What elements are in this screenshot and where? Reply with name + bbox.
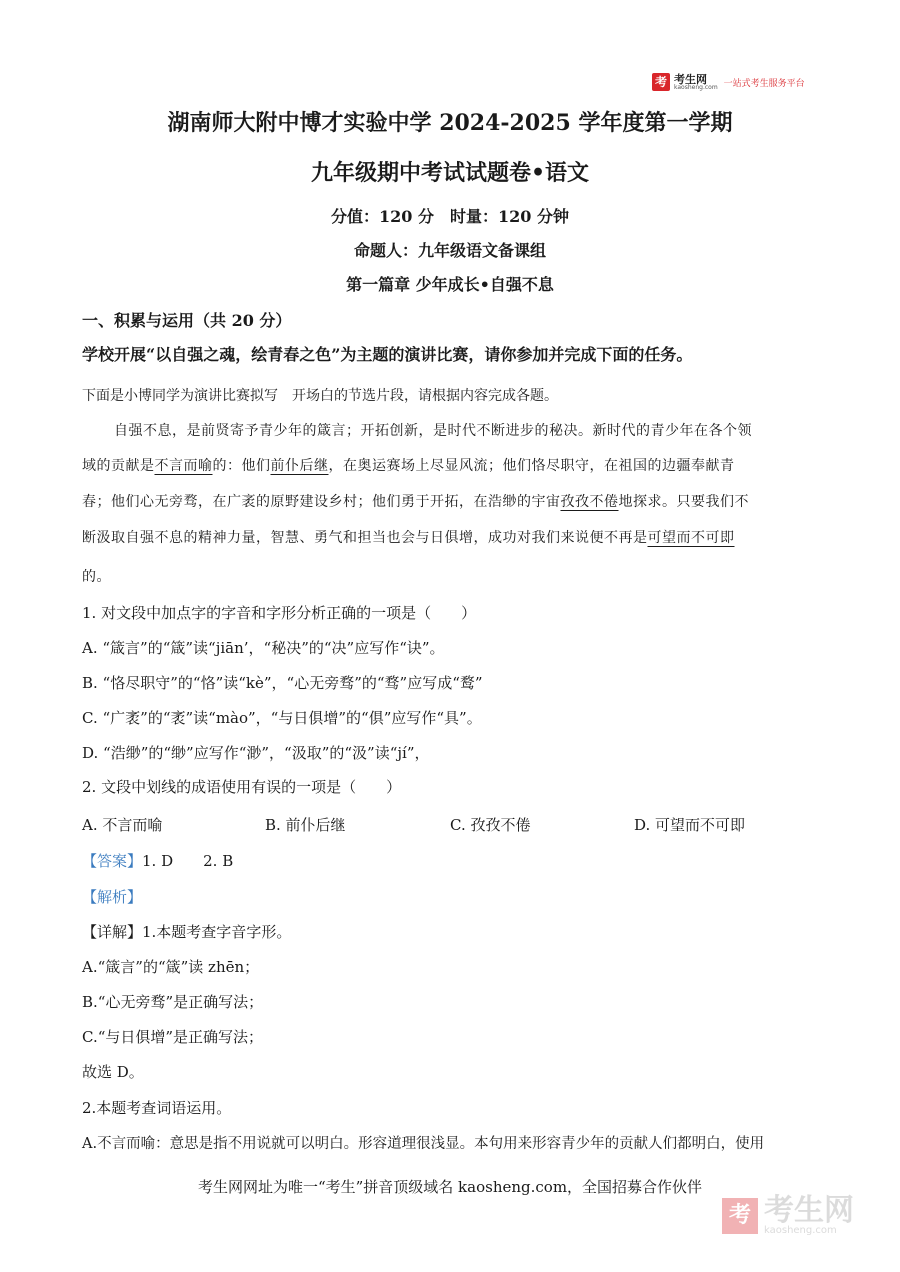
logo-domain: kaosheng.com (674, 83, 718, 91)
watermark-text (764, 1193, 854, 1236)
watermark-name: 考生网 (764, 1193, 854, 1228)
answer-value: 1. D 2. B (142, 852, 234, 870)
explanation-line: 2.本题考查词语运用。 (82, 1099, 232, 1117)
question-2-option: A. 不言而喻 (82, 816, 163, 834)
logo-slogan: 一站式考生服务平台 (723, 78, 805, 89)
section-intro: 学校开展“以自强之魂，绘青春之色”为主题的演讲比赛，请你参加并完成下面的任务。 (82, 345, 693, 364)
question-1-option-c: C. “广袤”的“袤”读“mào”，“与日俱增”的“俱”应写作“具”。 (82, 709, 482, 727)
question-1-option-d: D. “浩缈”的“缈”应写作“渺”，“汲取”的“汲”读“jí”， (82, 744, 430, 762)
answer-line (82, 850, 233, 871)
passage-text: 春；他们心无旁骛，在广袤的原野建设乡村；他们勇于开拓，在浩缈的宇宙 (82, 494, 561, 510)
chapter-title: 第一篇章 少年成长•自强不息 (346, 275, 554, 294)
question-2-option: B. 前仆后继 (265, 816, 346, 834)
instruction: 下面是小博同学为演讲比赛拟写 开场白的节选片段，请根据内容完成各题。 (82, 388, 558, 404)
underlined-idiom: 不言而喻 (154, 458, 213, 474)
underlined-idiom: 孜孜不倦 (560, 494, 619, 510)
explanation-line: C.“与日俱增”是正确写法； (82, 1028, 264, 1046)
passage-text: 地探求。只要我们不 (618, 494, 749, 510)
explanation-line: A.“箴言”的“箴”读 zhēn； (82, 958, 260, 976)
question-2-stem: 2. 文段中划线的成语使用有误的一项是（ ） (82, 778, 402, 796)
question-2-option: D. 可望而不可即 (634, 816, 746, 834)
underlined-idiom: 可望而不可即 (647, 530, 735, 546)
explanation-line: 【详解】1.本题考查字音字形。 (82, 923, 292, 941)
header-logo (652, 70, 805, 94)
question-2-option: C. 孜孜不倦 (450, 816, 531, 834)
passage-line (82, 455, 735, 475)
logo-icon: 考 (652, 73, 670, 91)
logo-name: 考生网 (674, 72, 707, 86)
watermark (722, 1193, 854, 1236)
passage-text: 域的贡献是 (82, 458, 155, 474)
watermark-logo-icon: 考 (722, 1198, 758, 1234)
analysis-label: 【解析】 (82, 888, 143, 906)
exam-title: 湖南师大附中博才实验中学 2024-2025 学年度第一学期 (167, 110, 733, 136)
underlined-idiom: 前仆后继 (270, 458, 329, 474)
passage-line: 自强不息，是前贤寄予青少年的箴言；开拓创新，是时代不断进步的秘决。新时代的青少年在各个领 (114, 423, 752, 439)
score-time: 分值：120 分 时量：120 分钟 (331, 207, 569, 226)
logo-text (674, 74, 718, 91)
explanation-line: A.不言而喻：意思是指不用说就可以明白。形容道理很浅显。本句用来形容青少年的贡献人们都明白，使用 (82, 1136, 765, 1152)
watermark-domain: kaosheng.com (764, 1225, 837, 1236)
explanation-line: B.“心无旁骛”是正确写法； (82, 993, 264, 1011)
passage-line (82, 527, 735, 547)
section-heading: 一、积累与运用（共 20 分） (82, 311, 292, 330)
answer-label: 【答案】 (82, 852, 143, 870)
question-1-option-a: A. “箴言”的“箴”读“jiān’，“秘决”的“决”应写作“诀”。 (82, 639, 445, 657)
question-1-stem: 1. 对文段中加点字的字音和字形分析正确的一项是（ ） (82, 604, 477, 622)
passage-text: 断汲取自强不息的精神力量，智慧、勇气和担当也会与日俱增，成功对我们来说便不再是 (82, 530, 648, 546)
passage-text: ，在奥运赛场上尽显风流；他们恪尽职守，在祖国的边疆奉献青 (328, 458, 735, 474)
passage-line (82, 491, 749, 511)
author: 命题人：九年级语文备课组 (353, 241, 546, 260)
exam-subtitle: 九年级期中考试试题卷•语文 (310, 160, 590, 186)
passage-line: 的。 (82, 569, 111, 585)
question-1-option-b: B. “恪尽职守”的“恪”读“kè”，“心无旁骛”的“骛”应写成“鹜” (82, 674, 483, 692)
explanation-line: 故选 D。 (82, 1063, 144, 1081)
passage-text: 的：他们 (212, 458, 271, 474)
footer-text: 考生网网址为唯一“考生”拼音顶级域名 kaosheng.com，全国招募合作伙伴 (197, 1178, 703, 1196)
